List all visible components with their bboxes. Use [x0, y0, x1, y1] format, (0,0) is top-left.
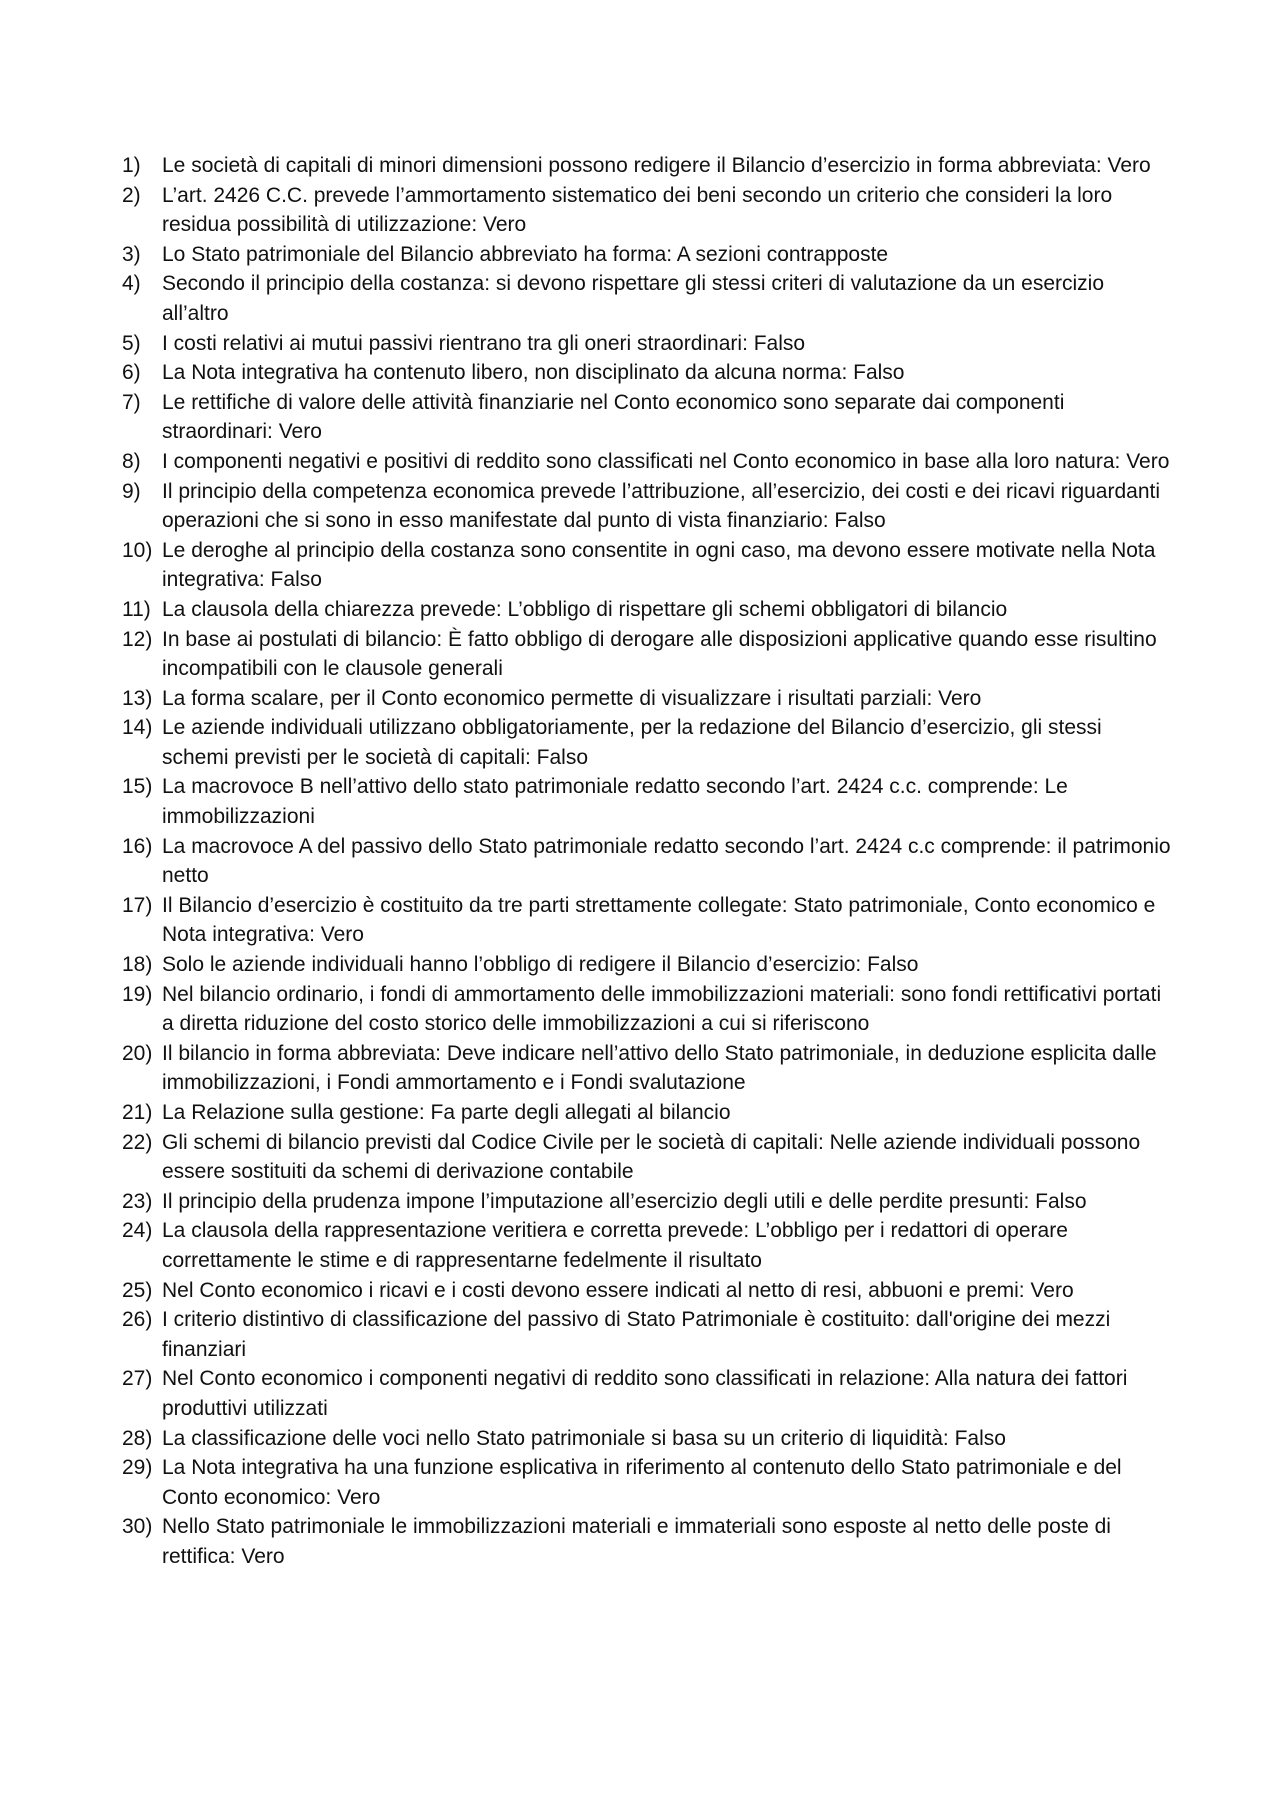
item-text: L’art. 2426 C.C. prevede l’ammortamento sistematico dei beni secondo un criterio che consideri la loro residua possibilità di utilizzazione: Vero: [162, 183, 1113, 237]
list-item: [122, 1098, 1172, 1128]
item-text: Nel Conto economico i componenti negativi di reddito sono classificati in relazione: Alla natura dei fattori produttivi utilizzati: [162, 1367, 1128, 1420]
item-text: La macrovoce A del passivo dello Stato patrimoniale redatto secondo l’art. 2424 c.c comprende: il patrimonio netto: [162, 834, 1171, 888]
list-item: [122, 1128, 1172, 1187]
item-number: 23): [122, 1189, 153, 1213]
item-number: 28): [122, 1426, 153, 1450]
item-text: La Nota integrativa ha una funzione esplicativa in riferimento al contenuto dello Stato patrimoniale e del Conto economico: Vero: [162, 1456, 1122, 1509]
list-item: [122, 358, 1172, 388]
list-item: [122, 269, 1172, 328]
list-item: [122, 980, 1172, 1039]
quiz-answer-list: [122, 151, 1172, 1572]
item-number: 8): [122, 449, 141, 473]
item-text: La Nota integrativa ha contenuto libero, non disciplinato da alcuna norma: Falso: [162, 361, 905, 385]
item-number: 19): [122, 982, 153, 1006]
list-item: [122, 625, 1172, 684]
list-item: [122, 1039, 1172, 1098]
item-text: Le aziende individuali utilizzano obbligatoriamente, per la redazione del Bilancio d’esercizio, gli stessi schemi previsti per le società di capitali: Falso: [162, 716, 1102, 769]
item-number: 22): [122, 1130, 153, 1154]
item-number: 16): [122, 834, 153, 858]
item-text: I costi relativi ai mutui passivi rientrano tra gli oneri straordinari: Falso: [162, 331, 806, 355]
item-text: La clausola della chiarezza prevede: L’obbligo di rispettare gli schemi obbligatori di bilancio: [162, 597, 1008, 621]
item-number: 6): [122, 361, 141, 385]
item-text: Le deroghe al principio della costanza sono consentite in ogni caso, ma devono essere motivate nella Nota integrativa: Falso: [162, 538, 1156, 592]
item-number: 4): [122, 272, 141, 296]
item-number: 11): [122, 597, 151, 621]
list-item: [122, 1364, 1172, 1423]
list-item: [122, 595, 1172, 625]
item-text: Lo Stato patrimoniale del Bilancio abbreviato ha forma: A sezioni contrapposte: [162, 242, 889, 266]
item-text: I componenti negativi e positivi di reddito sono classificati nel Conto economico in base alla loro natura: Vero: [162, 449, 1170, 473]
item-number: 5): [122, 331, 141, 355]
item-text: Le società di capitali di minori dimensioni possono redigere il Bilancio d’esercizio in forma abbreviata: Vero: [162, 154, 1151, 177]
item-text: La Relazione sulla gestione: Fa parte degli allegati al bilancio: [162, 1101, 731, 1124]
item-text: Il principio della competenza economica prevede l’attribuzione, all’esercizio, dei costi e dei ricavi riguardanti operazioni che si sono in esso manifestate dal punto di vista finanziario: Falso: [162, 479, 1161, 533]
item-number: 2): [122, 183, 141, 207]
item-text: La forma scalare, per il Conto economico permette di visualizzare i risultati parziali: Vero: [162, 686, 982, 710]
list-item: [122, 1216, 1172, 1275]
item-number: 29): [122, 1456, 153, 1480]
list-item: [122, 151, 1172, 181]
item-number: 24): [122, 1219, 153, 1243]
list-item: [122, 1512, 1172, 1571]
item-number: 7): [122, 390, 141, 414]
item-text: Nel Conto economico i ricavi e i costi devono essere indicati al netto di resi, abbuoni e premi: Vero: [162, 1278, 1074, 1302]
list-item: [122, 447, 1172, 477]
item-number: 26): [122, 1308, 153, 1332]
item-text: Il Bilancio d’esercizio è costituito da tre parti strettamente collegate: Stato patrimoniale, Conto economico e Nota integrativa: Vero: [162, 893, 1156, 947]
list-item: [122, 684, 1172, 714]
list-item: [122, 1276, 1172, 1306]
item-number: 18): [122, 953, 153, 977]
list-item: [122, 1305, 1172, 1364]
item-number: 14): [122, 716, 153, 740]
item-number: 21): [122, 1101, 153, 1124]
item-text: La macrovoce B nell’attivo dello stato patrimoniale redatto secondo l’art. 2424 c.c. comprende: Le immobilizzazioni: [162, 775, 1068, 829]
list-item: [122, 832, 1172, 891]
list-item: [122, 950, 1172, 980]
item-number: 25): [122, 1278, 153, 1302]
list-item: [122, 1453, 1172, 1512]
item-number: 3): [122, 242, 141, 266]
item-text: La clausola della rappresentazione veritiera e corretta prevede: L’obbligo per i redattori di operare correttamente le stime e di rappresentarne fedelmente il risultato: [162, 1219, 1068, 1272]
item-number: 27): [122, 1367, 153, 1391]
list-item: [122, 1187, 1172, 1217]
item-text: In base ai postulati di bilancio: È fatto obbligo di derogare alle disposizioni applicative quando esse risultino incompatibili con le clausole generali: [162, 627, 1157, 681]
list-item: [122, 477, 1172, 536]
list-item: [122, 388, 1172, 447]
item-text: Il bilancio in forma abbreviata: Deve indicare nell’attivo dello Stato patrimoniale, in deduzione esplicita dalle immobilizzazioni, i Fondi ammortamento e i Fondi svalutazione: [162, 1041, 1157, 1095]
item-number: 17): [122, 893, 153, 917]
item-number: 1): [122, 154, 141, 177]
item-text: Gli schemi di bilancio previsti dal Codice Civile per le società di capitali: Nelle aziende individuali possono essere sostituiti da schemi di derivazione contabile: [162, 1130, 1141, 1184]
item-number: 30): [122, 1515, 153, 1539]
list-item: [122, 181, 1172, 240]
item-number: 15): [122, 775, 153, 799]
item-text: Nello Stato patrimoniale le immobilizzazioni materiali e immateriali sono esposte al netto delle poste di rettifica: Vero: [162, 1515, 1111, 1568]
list-item: [122, 891, 1172, 950]
list-item: [122, 240, 1172, 270]
item-text: Solo le aziende individuali hanno l’obbligo di redigere il Bilancio d’esercizio: Falso: [162, 953, 919, 977]
item-number: 10): [122, 538, 153, 562]
item-text: Secondo il principio della costanza: si devono rispettare gli stessi criteri di valutazione da un esercizio all’altro: [162, 272, 1104, 325]
item-text: Le rettifiche di valore delle attività finanziarie nel Conto economico sono separate dai componenti straordinari: Vero: [162, 390, 1065, 444]
item-text: Il principio della prudenza impone l’imputazione all’esercizio degli utili e delle perdite presunti: Falso: [162, 1189, 1087, 1213]
item-number: 9): [122, 479, 141, 503]
item-number: 20): [122, 1041, 153, 1065]
list-item: [122, 772, 1172, 831]
item-text: Nel bilancio ordinario, i fondi di ammortamento delle immobilizzazioni materiali: sono fondi rettificativi portati a diretta riduzione del costo storico delle immobilizzazioni a cui si riferiscono: [162, 982, 1162, 1036]
list-item: [122, 329, 1172, 359]
item-number: 12): [122, 627, 153, 651]
list-item: [122, 1424, 1172, 1454]
list-item: [122, 536, 1172, 595]
item-number: 13): [122, 686, 153, 710]
item-text: I criterio distintivo di classificazione del passivo di Stato Patrimoniale è costituito: dall'origine dei mezzi finanziari: [162, 1308, 1111, 1361]
item-text: La classificazione delle voci nello Stato patrimoniale si basa su un criterio di liquidità: Falso: [162, 1426, 1006, 1450]
list-item: [122, 713, 1172, 772]
